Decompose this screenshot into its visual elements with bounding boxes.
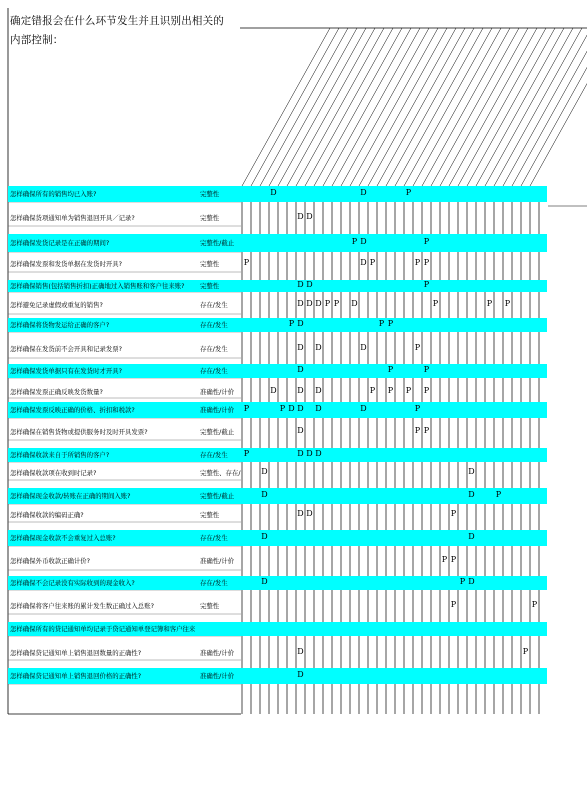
preventive-mark: P bbox=[441, 555, 448, 564]
detective-mark: D bbox=[297, 299, 304, 308]
assertion-label: 存在/发生 bbox=[200, 301, 228, 309]
control-question: 怎样确保收款来自于所销售的客户? bbox=[10, 451, 110, 459]
header-diagonal-line bbox=[521, 28, 587, 186]
detective-mark: D bbox=[261, 577, 268, 586]
control-question: 怎样确保发货单据只有在发货时才开具? bbox=[10, 367, 123, 375]
table-row bbox=[8, 508, 547, 522]
table-row bbox=[8, 210, 547, 226]
control-question: 怎样确保将货物发运给正确的客户? bbox=[10, 321, 110, 329]
detective-mark: D bbox=[360, 258, 367, 267]
detective-mark: D bbox=[315, 404, 322, 413]
detective-mark: D bbox=[297, 426, 304, 435]
assertion-label: 存在/发生 bbox=[200, 345, 228, 353]
header-diagonal-line bbox=[503, 28, 587, 186]
detective-mark: D bbox=[297, 212, 304, 221]
control-question: 怎样确保发票正确反映发货数量? bbox=[10, 388, 103, 396]
detective-mark: D bbox=[360, 404, 367, 413]
header-line-1: 确定错报会在什么环节发生并且识别出相关的 bbox=[10, 15, 224, 27]
header-diagonal-line bbox=[458, 28, 546, 186]
assertion-label: 准确性/计价 bbox=[200, 557, 235, 565]
header-diagonal-line bbox=[332, 28, 420, 186]
assertion-label: 完整性 bbox=[200, 190, 220, 198]
detective-mark: D bbox=[315, 299, 322, 308]
control-question: 怎样确保收款的编码正确? bbox=[10, 511, 84, 519]
assertion-label: 完整性 bbox=[200, 602, 220, 610]
table-row bbox=[8, 424, 547, 440]
detective-mark: D bbox=[306, 449, 313, 458]
header-diagonal-line bbox=[512, 28, 587, 186]
preventive-mark: P bbox=[486, 299, 493, 308]
preventive-mark: P bbox=[369, 386, 376, 395]
preventive-mark: P bbox=[423, 237, 430, 246]
assertion-label: 完整性/截止 bbox=[200, 239, 235, 247]
preventive-mark: P bbox=[531, 600, 538, 609]
assertion-label: 准确性/计价 bbox=[200, 672, 235, 680]
header-diagonal-line bbox=[404, 28, 492, 186]
detective-mark: D bbox=[468, 467, 475, 476]
header-diagonal-line bbox=[305, 28, 393, 186]
header-diagonal-line bbox=[422, 28, 510, 186]
preventive-mark: P bbox=[288, 319, 295, 328]
assertion-label: 完整性 bbox=[200, 511, 220, 519]
detective-mark: D bbox=[468, 532, 475, 541]
preventive-mark: P bbox=[279, 404, 286, 413]
preventive-mark: P bbox=[414, 426, 421, 435]
control-question: 怎样确保所有的贷记通知单均记录于贷记通知单登记簿和客户往来 bbox=[10, 625, 196, 633]
assertion-label: 完整性 bbox=[200, 214, 220, 222]
control-question: 怎样确保现金收款不会重复过入总账? bbox=[10, 534, 116, 542]
control-question: 怎样避免记录虚假或重复的销售? bbox=[10, 301, 103, 309]
control-question: 怎样确保收款项在收到时记录? bbox=[10, 469, 97, 477]
detective-mark: D bbox=[297, 647, 304, 656]
assertion-label: 完整性 bbox=[200, 282, 220, 290]
detective-mark: D bbox=[297, 365, 304, 374]
detective-mark: D bbox=[297, 670, 304, 679]
preventive-mark: P bbox=[414, 404, 421, 413]
table-row bbox=[8, 668, 547, 684]
table-row bbox=[8, 318, 547, 332]
table-row bbox=[8, 340, 547, 358]
detective-mark: D bbox=[306, 212, 313, 221]
header-diagonal-line bbox=[476, 28, 564, 186]
assertion-label: 存在/发生 bbox=[200, 579, 228, 587]
control-question: 怎样确保在发货前不会开具和记录发票? bbox=[10, 345, 123, 353]
detective-mark: D bbox=[468, 490, 475, 499]
header-diagonal-line bbox=[278, 28, 366, 186]
preventive-mark: P bbox=[378, 319, 385, 328]
table-row bbox=[8, 296, 547, 314]
preventive-mark: P bbox=[423, 426, 430, 435]
preventive-mark: P bbox=[405, 386, 412, 395]
header-line-2: 内部控制： bbox=[10, 34, 64, 46]
preventive-mark: P bbox=[405, 188, 412, 197]
table-row bbox=[8, 646, 547, 660]
preventive-mark: P bbox=[423, 280, 430, 289]
detective-mark: D bbox=[297, 280, 304, 289]
preventive-mark: P bbox=[450, 555, 457, 564]
assertion-label: 存在/发生 bbox=[200, 534, 228, 542]
control-question: 怎样确保所有的销售均已入账? bbox=[10, 190, 97, 198]
detective-mark: D bbox=[261, 467, 268, 476]
table-row bbox=[8, 234, 547, 252]
preventive-mark: P bbox=[414, 343, 421, 352]
table-row bbox=[8, 256, 547, 272]
header-diagonal-line bbox=[377, 28, 465, 186]
preventive-mark: P bbox=[459, 577, 466, 586]
assertion-label: 准确性/计价 bbox=[200, 649, 235, 657]
assertion-label: 完整性 bbox=[200, 260, 220, 268]
detective-mark: D bbox=[261, 532, 268, 541]
preventive-mark: P bbox=[423, 386, 430, 395]
preventive-mark: P bbox=[387, 386, 394, 395]
header-diagonal-line bbox=[386, 28, 474, 186]
detective-mark: D bbox=[261, 490, 268, 499]
detective-mark: D bbox=[360, 188, 367, 197]
table-row bbox=[8, 552, 547, 570]
preventive-mark: P bbox=[387, 365, 394, 374]
preventive-mark: P bbox=[450, 509, 457, 518]
page-header bbox=[10, 12, 240, 50]
preventive-mark: P bbox=[450, 600, 457, 609]
control-question: 怎样确保发票反映正确的价格、折扣和税款? bbox=[10, 406, 135, 414]
header-diagonal-line bbox=[269, 28, 357, 186]
assertion-label: 完整性、存在/ bbox=[200, 469, 241, 477]
table-row bbox=[8, 448, 547, 462]
detective-mark: D bbox=[270, 188, 277, 197]
preventive-mark: P bbox=[522, 647, 529, 656]
header-diagonal-line bbox=[485, 28, 573, 186]
table-row bbox=[8, 622, 547, 636]
detective-mark: D bbox=[360, 343, 367, 352]
preventive-mark: P bbox=[369, 258, 376, 267]
detective-mark: D bbox=[270, 386, 277, 395]
detective-mark: D bbox=[468, 577, 475, 586]
preventive-mark: P bbox=[414, 258, 421, 267]
preventive-mark: P bbox=[504, 299, 511, 308]
detective-mark: D bbox=[306, 509, 313, 518]
header-diagonal-line bbox=[251, 28, 339, 186]
control-question: 怎样确保外币收款正确计价? bbox=[10, 557, 91, 565]
assertion-label: 存在/发生 bbox=[200, 451, 228, 459]
detective-mark: D bbox=[297, 509, 304, 518]
control-question: 怎样确保贷记通知单上销售退回价格的正确性? bbox=[10, 672, 142, 680]
preventive-mark: P bbox=[351, 237, 358, 246]
control-question: 怎样确保发票和发货单据在发货时开具? bbox=[10, 260, 123, 268]
assertion-label: 准确性/计价 bbox=[200, 388, 235, 396]
preventive-mark: P bbox=[243, 404, 250, 413]
header-diagonal-line bbox=[413, 28, 501, 186]
header-diagonal-line bbox=[314, 28, 402, 186]
control-question: 怎样确保销售(包括销售折扣)正确地过入销售账和客户往来账? bbox=[10, 282, 185, 290]
detective-mark: D bbox=[306, 299, 313, 308]
header-diagonal-line bbox=[296, 28, 384, 186]
assertion-label: 存在/发生 bbox=[200, 367, 228, 375]
detective-mark: D bbox=[306, 280, 313, 289]
header-diagonal-line bbox=[323, 28, 411, 186]
assertion-label: 完整性/截止 bbox=[200, 492, 235, 500]
assertion-label: 准确性/计价 bbox=[200, 406, 235, 414]
header-diagonal-line bbox=[449, 28, 537, 186]
control-question: 怎样确保在销售货物或提供服务时及时开具发票? bbox=[10, 428, 148, 436]
detective-mark: D bbox=[297, 404, 304, 413]
table-row bbox=[8, 598, 547, 614]
detective-mark: D bbox=[315, 449, 322, 458]
table-row bbox=[8, 280, 547, 292]
header-diagonal-line bbox=[494, 28, 582, 186]
control-question: 怎样确保将客户往来账的累计发生数正确过入总账? bbox=[10, 602, 154, 610]
preventive-mark: P bbox=[432, 299, 439, 308]
header-diagonal-line bbox=[260, 28, 348, 186]
preventive-mark: P bbox=[423, 365, 430, 374]
preventive-mark: P bbox=[243, 258, 250, 267]
header-diagonal-line bbox=[467, 28, 555, 186]
detective-mark: D bbox=[315, 386, 322, 395]
header-diagonal-line bbox=[431, 28, 519, 186]
control-question: 怎样确保发货记录是在正确的期间? bbox=[10, 239, 110, 247]
header-diagonal-line bbox=[368, 28, 456, 186]
detective-mark: D bbox=[297, 449, 304, 458]
header-diagonal-line bbox=[395, 28, 483, 186]
header-diagonal-line bbox=[287, 28, 375, 186]
detective-mark: D bbox=[315, 343, 322, 352]
header-diagonal-line bbox=[530, 28, 587, 186]
header-diagonal-line bbox=[440, 28, 528, 186]
header-diagonal-line bbox=[350, 28, 438, 186]
detective-mark: D bbox=[297, 319, 304, 328]
assertion-label: 完整性/截止 bbox=[200, 428, 235, 436]
control-question: 怎样确保现金收款/转账在正确的期间入账? bbox=[10, 492, 131, 500]
preventive-mark: P bbox=[243, 449, 250, 458]
detective-mark: D bbox=[297, 386, 304, 395]
control-question: 怎样确保货项通知单为销售退回开具／记录? bbox=[10, 214, 135, 222]
header-diagonal-line bbox=[359, 28, 447, 186]
preventive-mark: P bbox=[387, 319, 394, 328]
control-question: 怎样确保不会记录没有实际收到的现金收入? bbox=[10, 579, 135, 587]
control-question: 怎样确保贷记通知单上销售退回数量的正确性? bbox=[10, 649, 142, 657]
detective-mark: D bbox=[297, 343, 304, 352]
detective-mark: D bbox=[351, 299, 358, 308]
detective-mark: D bbox=[288, 404, 295, 413]
preventive-mark: P bbox=[495, 490, 502, 499]
table-row bbox=[8, 364, 547, 378]
assertion-label: 存在/发生 bbox=[200, 321, 228, 329]
preventive-mark: P bbox=[333, 299, 340, 308]
header-diagonal-line bbox=[341, 28, 429, 186]
preventive-mark: P bbox=[324, 299, 331, 308]
detective-mark: D bbox=[360, 237, 367, 246]
header-diagonal-line bbox=[242, 28, 330, 186]
preventive-mark: P bbox=[423, 258, 430, 267]
